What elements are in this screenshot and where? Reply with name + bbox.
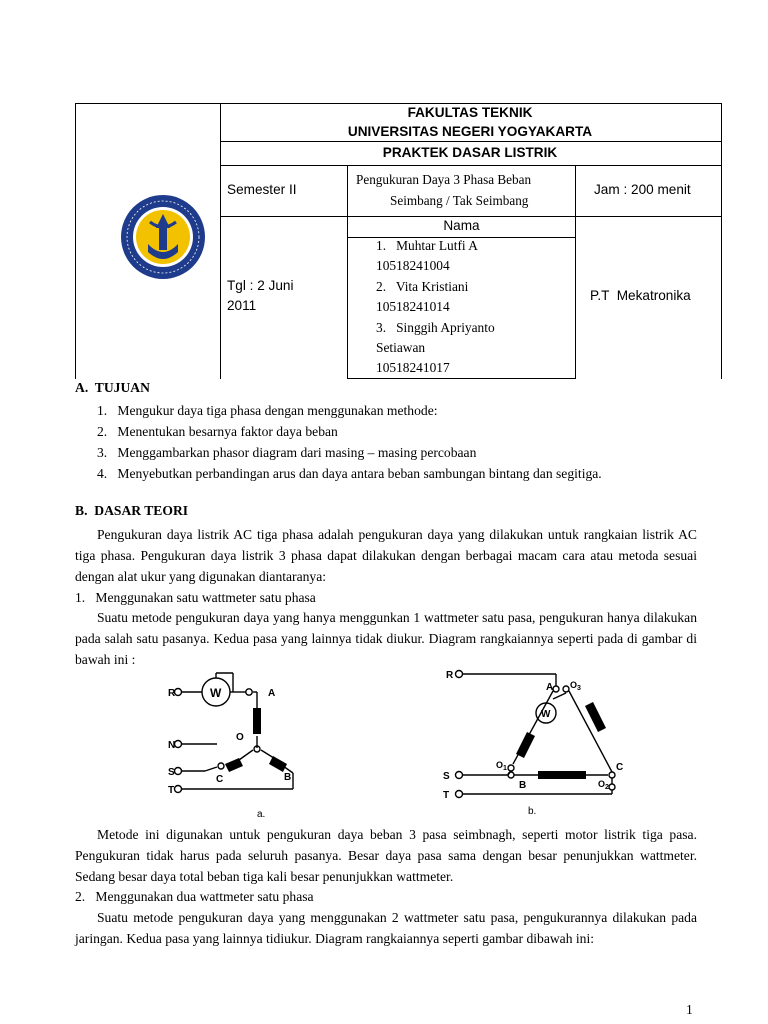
label-o2-letter: O (598, 779, 606, 789)
nama-label: Nama (443, 218, 480, 233)
name-line: 2. Vita Kristiani (376, 278, 469, 294)
time-label: Jam : 200 menit (594, 182, 691, 197)
label-b: B (519, 780, 527, 791)
label-w: W (541, 709, 551, 720)
list-item: 4. Menyebutkan perbandingan arus dan daya antara beban sambungan bintang dan segitiga. (97, 466, 602, 481)
faculty-title: FAKULTAS TEKNIK (407, 105, 533, 120)
label-o3-sub: 3 (577, 685, 581, 692)
practice-title-line2: Seimbang / Tak Seimbang (390, 193, 529, 208)
date-line1: Tgl : 2 Juni (227, 278, 294, 293)
date-line2: 2011 (227, 298, 257, 313)
label-o: O (236, 732, 244, 743)
name-line: Setiawan (376, 340, 426, 356)
label-c: C (616, 762, 624, 773)
paragraph-3: Metode ini digunakan untuk pengukuran daya beban 3 pasa seimbnagh, seperti motor listrik tiga pasa. Pengukuran tidak harus pada seluruh pasanya. Besar daya pasa sama dengan besar penunjukkan wattmeter. Sedang besar daya total beban tiga kali besar penunjukkan wattmeter. (75, 827, 697, 884)
page-number: 1 (686, 1002, 693, 1017)
load-c (225, 758, 243, 772)
label-a: A (546, 682, 554, 693)
name-line: 1. Muhtar Lutfi A (376, 238, 478, 253)
label-n: N (168, 740, 176, 751)
label-b: B (284, 772, 292, 783)
label-t: T (443, 790, 450, 801)
section-a-heading: A. TUJUAN (75, 380, 150, 395)
label-a: A (268, 688, 276, 699)
name-line: 3. Singgih Apriyanto (376, 319, 495, 335)
label-r: R (446, 670, 454, 681)
label-o1 (496, 760, 507, 772)
list-item-2: 2. Menggunakan dua wattmeter satu phasa (75, 889, 314, 904)
load-b (269, 756, 287, 772)
paragraph-2: Suatu metode pengukuran daya yang hanya menggunkan 1 wattmeter satu pasa, pengukuran hanya dilakukan pada salah satu pasanya. Kedua pasa yang lainnya tidak diukur. Diagram rangkaiannya seperti pada di gambar di bawah ini : (75, 610, 697, 667)
department-label: P.T Mekatronika (590, 288, 691, 303)
list-item-1: 1. Menggunakan satu wattmeter satu phasa (75, 590, 316, 605)
label-o3 (570, 680, 581, 692)
caption-b: b. (528, 806, 537, 817)
paragraph-4: Suatu metode pengukuran daya yang menggunakan 2 wattmeter satu pasa, pengukurannya dilakukan pada jaringan. Kedua pasa yang lainnya tidiukur. Diagram rangkaiannya seperti gambar dibawah ini: (75, 910, 697, 946)
label-s: S (168, 767, 175, 778)
label-w: W (210, 686, 222, 700)
list-item: 2. Menentukan besarnya faktor daya beban (97, 424, 338, 439)
section-b-heading: B. DASAR TEORI (75, 503, 189, 518)
name-line: 10518241014 (376, 299, 450, 315)
circuit-diagram-a (165, 672, 320, 822)
university-logo (120, 192, 206, 282)
label-s: S (443, 771, 450, 782)
caption-a: a. (257, 809, 266, 820)
label-o1-sub: 1 (503, 765, 507, 772)
semester-label: Semester II (227, 182, 297, 197)
name-line: 10518241004 (376, 258, 450, 274)
load-ab (516, 732, 535, 758)
list-item: 3. Menggambarkan phasor diagram dari masing – masing percobaan (97, 445, 477, 460)
course-title: PRAKTEK DASAR LISTRIK (382, 145, 558, 160)
label-r: R (168, 688, 176, 699)
label-o3-letter: O (570, 680, 578, 690)
paragraph-1: Pengukuran daya listrik AC tiga phasa adalah pengukuran daya yang dilakukan untuk rangkaian listrik AC tiga phasa. Pengukuran daya listrik 3 phasa dapat dilakukan dengan berbagai macam cara atau metoda sesuai dengan alat ukur yang digunakan diantaranya: (75, 527, 697, 584)
university-title: UNIVERSITAS NEGERI YOGYAKARTA (347, 124, 593, 139)
label-o2-sub: 2 (605, 784, 609, 791)
label-t: T (168, 785, 175, 796)
practice-title-line1: Pengukuran Daya 3 Phasa Beban (356, 172, 532, 187)
label-o1-letter: O (496, 760, 504, 770)
label-o2 (598, 779, 609, 791)
label-c: C (216, 774, 224, 785)
section-a-list (97, 400, 737, 484)
circuit-diagram-b (440, 664, 640, 820)
list-item: 1. Mengukur daya tiga phasa dengan menggunakan methode: (97, 403, 438, 418)
name-line: 10518241017 (376, 360, 450, 376)
name-list (376, 236, 495, 379)
load-a (253, 708, 261, 734)
load-bc (538, 771, 586, 779)
